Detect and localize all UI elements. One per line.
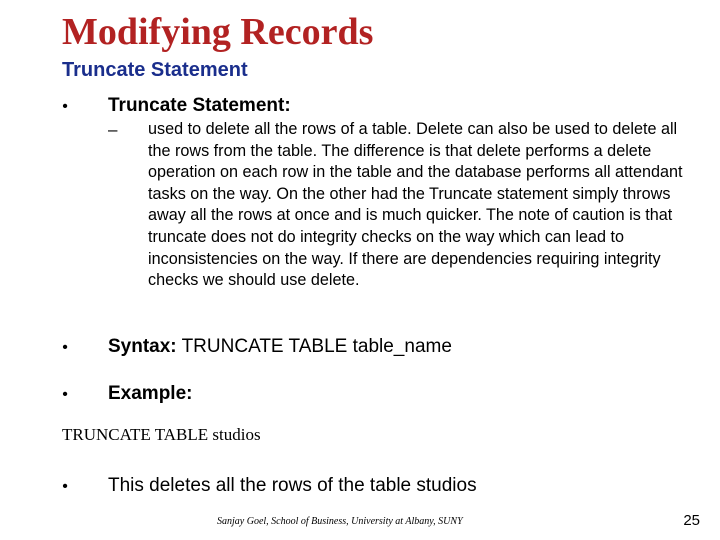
slide-subtitle: Truncate Statement bbox=[62, 59, 248, 81]
bullet-syntax bbox=[108, 335, 452, 359]
bullet-deletes-all: This deletes all the rows of the table studios bbox=[108, 475, 477, 496]
example-code: TRUNCATE TABLE studios bbox=[62, 425, 261, 444]
bullet-marker: • bbox=[62, 339, 68, 356]
bullet-truncate-statement: Truncate Statement: bbox=[108, 95, 291, 116]
bullet-marker: • bbox=[62, 478, 68, 495]
bullet-example: Example: bbox=[108, 383, 193, 404]
slide-title: Modifying Records bbox=[62, 11, 374, 53]
slide-footer: Sanjay Goel, School of Business, University at Albany, SUNY bbox=[217, 516, 463, 527]
page-number: 25 bbox=[683, 512, 700, 529]
sub-bullet-marker: – bbox=[108, 120, 118, 139]
syntax-label: Syntax: bbox=[108, 336, 177, 357]
syntax-text: TRUNCATE TABLE table_name bbox=[176, 336, 452, 357]
bullet-marker: • bbox=[62, 98, 68, 115]
truncate-description: used to delete all the rows of a table. Delete can also be used to delete all the rows from the table. The difference is that delete performs a delete operation on each row in the table and the database performs all attendant tasks on the way. On the other had the Truncate statement simply throws away all the rows at once and is much quicker. The note of caution is that truncate does not do integrity checks on the way which can lead to inconsistencies on the way. If there are dependencies requiring integrity checks we should use delete. bbox=[148, 120, 683, 290]
bullet-marker: • bbox=[62, 386, 68, 403]
